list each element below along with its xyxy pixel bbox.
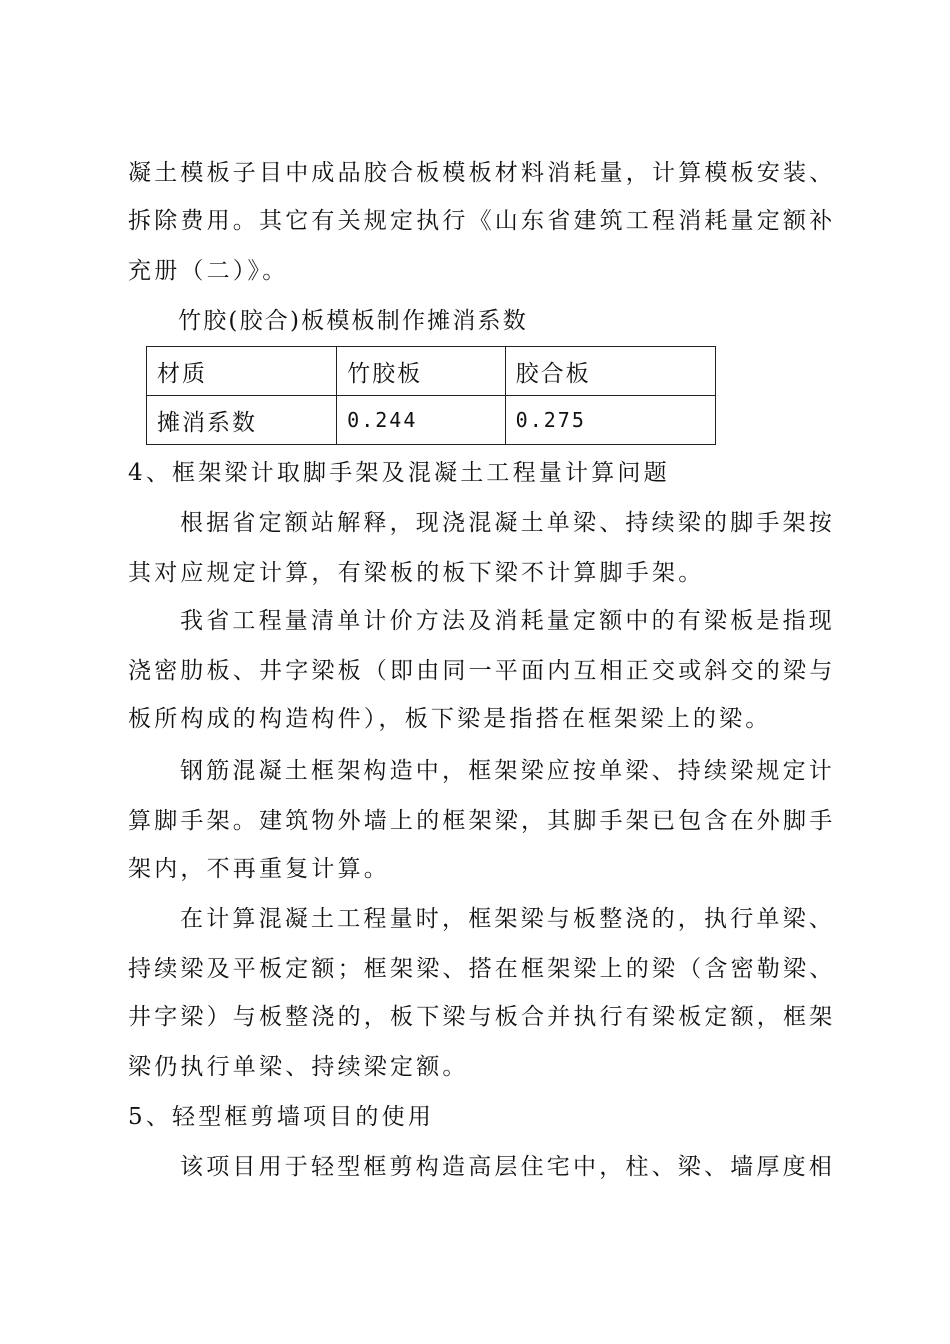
table-cell: 摊消系数 (147, 396, 337, 445)
section-heading: 5、轻型框剪墙项目的使用 (128, 1104, 435, 1130)
paragraph-line: 持续梁及平板定额；框架梁、搭在框架梁上的梁（含密勒梁、 (128, 956, 836, 982)
paragraph-line: 钢筋混凝土框架构造中，框架梁应按单梁、持续梁规定计 (180, 758, 835, 784)
paragraph-line: 板所构成的构造构件），板下梁是指搭在框架梁上的梁。 (128, 706, 772, 732)
paragraph-line: 该项目用于轻型框剪构造高层住宅中，柱、梁、墙厚度相 (180, 1154, 835, 1180)
table-cell: 胶合板 (505, 347, 715, 396)
coefficient-table (146, 346, 716, 445)
paragraph-line: 算脚手架。建筑物外墙上的框架梁，其脚手架已包含在外脚手 (128, 808, 836, 834)
paragraph-line: 根据省定额站解释，现浇混凝土单梁、持续梁的脚手架按 (180, 510, 835, 536)
paragraph-line: 充册（二）》。 (128, 258, 289, 284)
paragraph-line: 浇密肋板、井字梁板（即由同一平面内互相正交或斜交的梁与 (128, 658, 836, 684)
table-row (147, 396, 716, 445)
table-cell: 材质 (147, 347, 337, 396)
table-cell: 0.244 (337, 396, 506, 445)
paragraph-line: 架内，不再重复计算。 (128, 856, 390, 882)
paragraph-line: 梁仍执行单梁、持续梁定额。 (128, 1054, 469, 1080)
table-cell: 竹胶板 (337, 347, 506, 396)
section-heading: 4、框架梁计取脚手架及混凝土工程量计算问题 (128, 460, 670, 486)
paragraph-line: 我省工程量清单计价方法及消耗量定额中的有梁板是指现 (180, 608, 835, 634)
table-cell: 0.275 (505, 396, 715, 445)
paragraph-line: 拆除费用。其它有关规定执行《山东省建筑工程消耗量定额补 (128, 208, 836, 234)
paragraph-line: 在计算混凝土工程量时，框架梁与板整浇的，执行单梁、 (180, 906, 835, 932)
table-header-row (147, 347, 716, 396)
paragraph-line: 其对应规定计算，有梁板的板下梁不计算脚手架。 (128, 560, 705, 586)
paragraph-line: 凝土模板子目中成品胶合板模板材料消耗量，计算模板安装、 (128, 160, 836, 186)
table-caption: 竹胶(胶合)板模板制作摊消系数 (178, 308, 528, 334)
paragraph-line: 井字梁）与板整浇的，板下梁与板合并执行有梁板定额，框架 (128, 1004, 836, 1030)
